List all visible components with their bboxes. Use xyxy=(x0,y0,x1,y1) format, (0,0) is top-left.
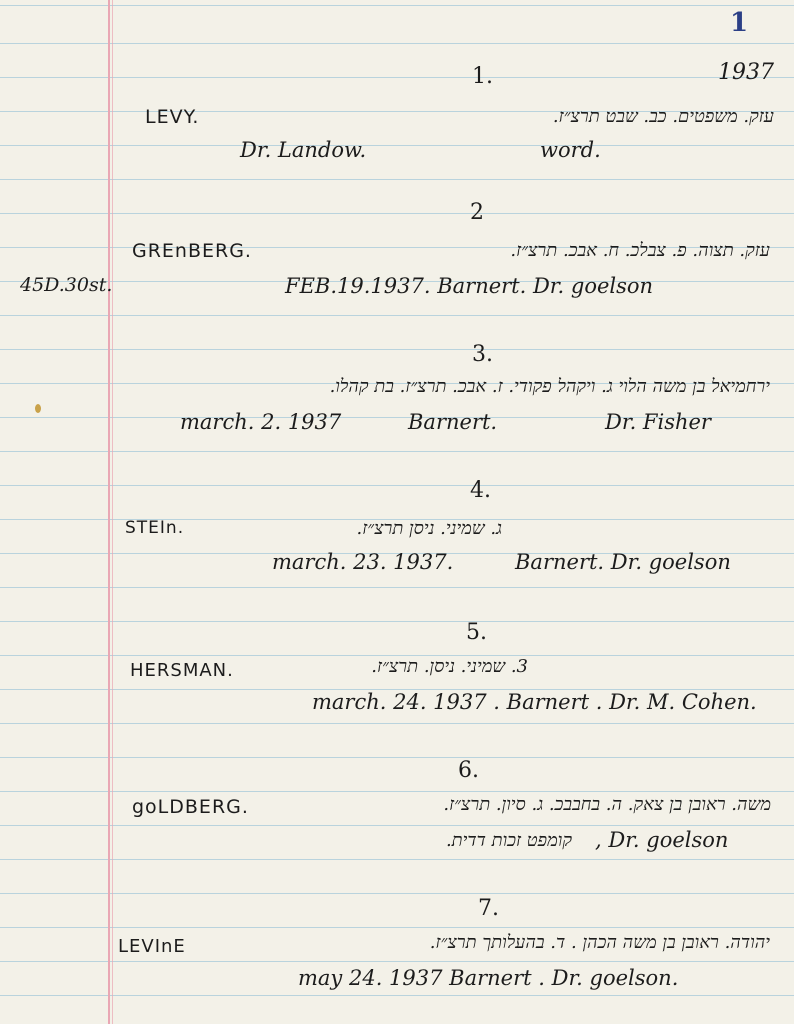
entry-5-surname: HERSMAN. xyxy=(130,660,234,681)
entry-7-surname: LEVInE xyxy=(118,936,186,957)
page-year: 1937 xyxy=(718,60,774,85)
entry-6-hebrew: משה. ראובן בן צאק. ה. בחבבכ. ג. סיון. תרצ״ז. xyxy=(443,794,771,815)
entry-3-doctor: Dr. Fisher xyxy=(605,410,711,434)
entry-3-number: 3. xyxy=(472,342,493,367)
entry-2-hebrew: עזק. תצוה. פ. צבלכ. ח. אבכ. תרצ״ז. xyxy=(510,240,770,261)
entry-1-doctor: Dr. Landow. xyxy=(240,138,367,162)
entry-4-date: march. 23. 1937. xyxy=(272,550,454,574)
entry-6-surname: goLDBERG. xyxy=(132,796,249,818)
entry-5-hebrew: 3. שמיני. ניסן. תרצ״ז. xyxy=(371,656,528,677)
entry-7-date-line: may 24. 1937 Barnert . Dr. goelson. xyxy=(298,966,679,990)
entry-2-date-line: FEB.19.1937. Barnert. Dr. goelson xyxy=(285,274,654,298)
page-number: 1 xyxy=(730,8,749,38)
entry-2-number: 2 xyxy=(470,200,484,225)
entry-5-date-line: march. 24. 1937 . Barnert . Dr. M. Cohen. xyxy=(312,690,757,714)
margin-rule xyxy=(108,0,110,1024)
entry-4-place-doctor: Barnert. Dr. goelson xyxy=(515,550,731,574)
entry-7-number: 7. xyxy=(478,896,499,921)
entry-3-date: march. 2. 1937 xyxy=(180,410,342,434)
entry-3-place: Barnert. xyxy=(408,410,498,434)
entry-5-number: 5. xyxy=(466,620,487,645)
entry-1-number: 1. xyxy=(472,64,493,89)
entry-3-hebrew: ירחמיאל בן משה הלוי ג. ויקהל פקודי. ז. אבכ. תרצ״ז. בת קהלו. xyxy=(329,376,770,397)
entry-1-surname: LEVY. xyxy=(145,106,200,128)
entry-6-doctor: , Dr. goelson xyxy=(595,828,729,852)
entry-4-surname: STEIn. xyxy=(125,518,185,538)
entry-1-extra: word. xyxy=(540,138,601,162)
entry-2-margin-note: 45D.30st. xyxy=(20,274,113,296)
entry-1-hebrew: עזק. משפטים. כב. שבט תרצ״ז. xyxy=(552,106,774,127)
entry-4-hebrew: ג. שמיני. ניסן תרצ״ז. xyxy=(356,518,502,539)
entry-6-hebrew-line2: קומפט זכות דדית. xyxy=(445,830,572,851)
margin-rule-inner xyxy=(112,0,113,1024)
entry-2-surname: GREnBERG. xyxy=(132,240,252,262)
entry-6-number: 6. xyxy=(458,758,479,783)
entry-4-number: 4. xyxy=(470,478,491,503)
entry-7-hebrew: יהודה. ראובן בן משה הכהן . ד. בהעלותך תרצ״ז. xyxy=(429,932,770,953)
ink-smudge xyxy=(35,404,41,413)
